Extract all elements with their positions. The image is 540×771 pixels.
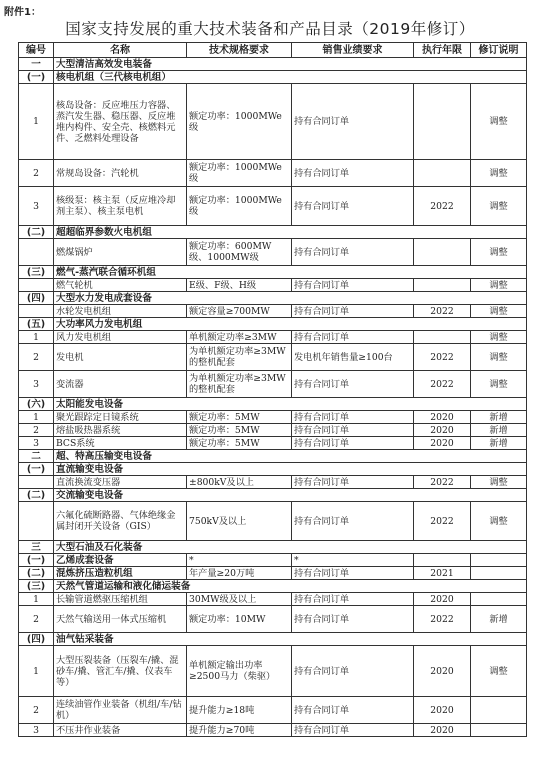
row-number: (一) <box>19 554 54 567</box>
row-name: 直流换流变压器 <box>54 476 187 489</box>
row-year: 2022 <box>414 305 471 318</box>
row-name: BCS系统 <box>54 437 187 450</box>
row-spec: 单机额定功率≥3MW <box>187 331 292 344</box>
table-header-row <box>19 43 527 58</box>
row-name: 常规岛设备：汽轮机 <box>54 160 187 187</box>
table-row <box>19 593 527 606</box>
equipment-catalog-table <box>18 42 527 737</box>
row-number: 2 <box>19 344 54 371</box>
row-year: 2022 <box>414 476 471 489</box>
column-header: 销售业绩要求 <box>292 43 414 58</box>
row-year: 2022 <box>414 187 471 226</box>
row-year <box>414 239 471 266</box>
row-spec: 提升能力≥70吨 <box>187 724 292 737</box>
row-spec: 额定功率：5MW <box>187 424 292 437</box>
subcategory-row <box>19 567 527 580</box>
row-sales: 持有合同订单 <box>292 567 414 580</box>
row-number: 1 <box>19 646 54 697</box>
table-row <box>19 502 527 541</box>
row-year: 2022 <box>414 502 471 541</box>
category-row <box>19 58 527 71</box>
row-spec: 额定功率：600MW级、1000MW级 <box>187 239 292 266</box>
column-header: 修订说明 <box>471 43 527 58</box>
row-year: 2020 <box>414 437 471 450</box>
row-name: 直流输变电设备 <box>54 463 527 476</box>
row-year: 2022 <box>414 371 471 398</box>
row-number: (五) <box>19 318 54 331</box>
row-sales: 持有合同订单 <box>292 424 414 437</box>
row-number: 2 <box>19 424 54 437</box>
table-row <box>19 160 527 187</box>
row-name: 燃气轮机 <box>54 279 187 292</box>
category-row <box>19 541 527 554</box>
row-year <box>414 331 471 344</box>
row-sales: * <box>292 554 414 567</box>
row-number: (四) <box>19 633 54 646</box>
row-name: 风力发电机组 <box>54 331 187 344</box>
table-row <box>19 84 527 160</box>
row-number: 1 <box>19 593 54 606</box>
table-row <box>19 606 527 633</box>
row-number: 3 <box>19 187 54 226</box>
table-row <box>19 305 527 318</box>
row-note <box>471 697 527 724</box>
row-note: 调整 <box>471 646 527 697</box>
row-name: 发电机 <box>54 344 187 371</box>
row-name: 水轮发电机组 <box>54 305 187 318</box>
table-row <box>19 476 527 489</box>
row-spec: 30MW级及以上 <box>187 593 292 606</box>
row-number: 2 <box>19 697 54 724</box>
row-number: (一) <box>19 463 54 476</box>
row-sales: 发电机年销售量≥100台 <box>292 344 414 371</box>
row-name: 大型石油及石化装备 <box>54 541 527 554</box>
row-spec: 年产量≥20万吨 <box>187 567 292 580</box>
row-sales: 持有合同订单 <box>292 305 414 318</box>
row-spec: 额定功率：1000MWe级 <box>187 84 292 160</box>
row-name: 天然气输送用一体式压缩机 <box>54 606 187 633</box>
row-name: 熔盐吸热器系统 <box>54 424 187 437</box>
row-number: 3 <box>19 724 54 737</box>
table-row <box>19 279 527 292</box>
row-sales: 持有合同订单 <box>292 331 414 344</box>
row-name: 燃气-蒸汽联合循环机组 <box>54 266 527 279</box>
row-sales: 持有合同订单 <box>292 371 414 398</box>
row-sales: 持有合同订单 <box>292 411 414 424</box>
table-body <box>19 58 527 737</box>
row-name: 连续油管作业装备（机组/车/钻机） <box>54 697 187 724</box>
row-number: 二 <box>19 450 54 463</box>
row-number: (一) <box>19 71 54 84</box>
row-name: 天然气管道运输和液化储运装备 <box>54 580 527 593</box>
row-number: (二) <box>19 226 54 239</box>
subcategory-row <box>19 292 527 305</box>
row-number <box>19 239 54 266</box>
row-note: 调整 <box>471 187 527 226</box>
row-name: 太阳能发电设备 <box>54 398 527 411</box>
row-number <box>19 476 54 489</box>
row-name: 六氟化硫断路器、气体绝缘金属封闭开关设备（GIS） <box>54 502 187 541</box>
column-header: 编号 <box>19 43 54 58</box>
row-year: 2020 <box>414 424 471 437</box>
row-note <box>471 724 527 737</box>
row-note: 调整 <box>471 476 527 489</box>
column-header: 技术规格要求 <box>187 43 292 58</box>
subcategory-row <box>19 398 527 411</box>
row-note: 调整 <box>471 331 527 344</box>
row-year: 2020 <box>414 593 471 606</box>
row-sales: 持有合同订单 <box>292 646 414 697</box>
category-row <box>19 450 527 463</box>
row-year <box>414 160 471 187</box>
row-year: 2020 <box>414 697 471 724</box>
row-name: 超、特高压输变电设备 <box>54 450 527 463</box>
row-note: 调整 <box>471 502 527 541</box>
row-spec: 额定功率：1000MWe级 <box>187 160 292 187</box>
subcategory-row <box>19 318 527 331</box>
row-note: 调整 <box>471 305 527 318</box>
row-note <box>471 554 527 567</box>
row-note <box>471 567 527 580</box>
row-sales: 持有合同订单 <box>292 437 414 450</box>
row-name: 乙烯成套设备 <box>54 554 187 567</box>
row-name: 大型压裂装备（压裂车/撬、混砂车/撬、管汇车/撬、仪表车等） <box>54 646 187 697</box>
column-header: 执行年限 <box>414 43 471 58</box>
row-note: 调整 <box>471 371 527 398</box>
row-spec: * <box>187 554 292 567</box>
row-sales: 持有合同订单 <box>292 606 414 633</box>
row-number <box>19 502 54 541</box>
row-name: 大型清洁高效发电装备 <box>54 58 527 71</box>
subcategory-row <box>19 554 527 567</box>
row-year: 2021 <box>414 567 471 580</box>
subcategory-row <box>19 489 527 502</box>
row-name: 燃煤锅炉 <box>54 239 187 266</box>
subcategory-row <box>19 580 527 593</box>
table-row <box>19 411 527 424</box>
row-name: 不压井作业装备 <box>54 724 187 737</box>
row-name: 混炼挤压造粒机组 <box>54 567 187 580</box>
row-spec: 额定容量≥700MW <box>187 305 292 318</box>
row-spec: 额定功率：10MW <box>187 606 292 633</box>
row-note: 调整 <box>471 239 527 266</box>
row-number: (三) <box>19 266 54 279</box>
row-note: 调整 <box>471 84 527 160</box>
row-name: 超超临界参数火电机组 <box>54 226 527 239</box>
row-number: 1 <box>19 84 54 160</box>
row-number: 2 <box>19 606 54 633</box>
table-row <box>19 646 527 697</box>
subcategory-row <box>19 71 527 84</box>
row-sales: 持有合同订单 <box>292 502 414 541</box>
row-name: 大型水力发电成套设备 <box>54 292 527 305</box>
row-spec: E级、F级、H级 <box>187 279 292 292</box>
row-note: 新增 <box>471 424 527 437</box>
row-number: 3 <box>19 437 54 450</box>
table-row <box>19 187 527 226</box>
table-row <box>19 331 527 344</box>
row-spec: 提升能力≥18吨 <box>187 697 292 724</box>
row-note: 新增 <box>471 437 527 450</box>
row-spec: 为单机额定功率≥3MW的整机配套 <box>187 371 292 398</box>
row-year: 2020 <box>414 411 471 424</box>
row-spec: 单机额定输出功率≥2500马力（柴驱） <box>187 646 292 697</box>
row-year: 2020 <box>414 646 471 697</box>
row-name: 核级泵：核主泵（反应堆冷却剂主泵）、核主泵电机 <box>54 187 187 226</box>
row-name: 长输管道燃驱压缩机组 <box>54 593 187 606</box>
row-number: 3 <box>19 371 54 398</box>
table-row <box>19 344 527 371</box>
column-header: 名称 <box>54 43 187 58</box>
row-year: 2022 <box>414 606 471 633</box>
subcategory-row <box>19 633 527 646</box>
subcategory-row <box>19 226 527 239</box>
row-note: 调整 <box>471 279 527 292</box>
row-name: 聚光跟踪定日镜系统 <box>54 411 187 424</box>
row-note: 新增 <box>471 411 527 424</box>
row-note: 调整 <box>471 344 527 371</box>
row-note: 调整 <box>471 160 527 187</box>
row-number: 2 <box>19 160 54 187</box>
row-name: 油气钻采装备 <box>54 633 527 646</box>
row-spec: 为单机额定功率≥3MW的整机配套 <box>187 344 292 371</box>
row-sales: 持有合同订单 <box>292 697 414 724</box>
row-name: 变流器 <box>54 371 187 398</box>
row-sales: 持有合同订单 <box>292 724 414 737</box>
row-name: 大功率风力发电机组 <box>54 318 527 331</box>
table-row <box>19 239 527 266</box>
row-number: 一 <box>19 58 54 71</box>
document-title: 国家支持发展的重大技术装备和产品目录（2019年修订） <box>65 20 475 38</box>
row-number: 1 <box>19 331 54 344</box>
row-sales: 持有合同订单 <box>292 187 414 226</box>
row-year <box>414 279 471 292</box>
row-name: 交流输变电设备 <box>54 489 527 502</box>
row-number: 三 <box>19 541 54 554</box>
row-note: 新增 <box>471 606 527 633</box>
row-number <box>19 279 54 292</box>
row-year <box>414 84 471 160</box>
row-number: (四) <box>19 292 54 305</box>
row-sales: 持有合同订单 <box>292 84 414 160</box>
table-row <box>19 424 527 437</box>
row-spec: 额定功率：5MW <box>187 437 292 450</box>
row-name: 核电机组（三代核电机组） <box>54 71 527 84</box>
subcategory-row <box>19 266 527 279</box>
row-name: 核岛设备：反应堆压力容器、蒸汽发生器、稳压器、反应堆堆内构件、安全壳、核燃料元件、乏燃料处理设备 <box>54 84 187 160</box>
table-row <box>19 437 527 450</box>
row-year <box>414 554 471 567</box>
row-sales: 持有合同订单 <box>292 160 414 187</box>
row-spec: 额定功率：1000MWe级 <box>187 187 292 226</box>
subcategory-row <box>19 463 527 476</box>
row-number: (二) <box>19 567 54 580</box>
row-number: (二) <box>19 489 54 502</box>
row-number: 1 <box>19 411 54 424</box>
row-year: 2022 <box>414 344 471 371</box>
table-row <box>19 371 527 398</box>
row-spec: ±800kV及以上 <box>187 476 292 489</box>
appendix-label: 附件1： <box>4 7 41 18</box>
row-spec: 额定功率：5MW <box>187 411 292 424</box>
table-row <box>19 724 527 737</box>
row-spec: 750kV及以上 <box>187 502 292 541</box>
row-sales: 持有合同订单 <box>292 279 414 292</box>
row-number: (三) <box>19 580 54 593</box>
row-number <box>19 305 54 318</box>
row-sales: 持有合同订单 <box>292 593 414 606</box>
row-note <box>471 593 527 606</box>
row-sales: 持有合同订单 <box>292 476 414 489</box>
table-row <box>19 697 527 724</box>
row-number: (六) <box>19 398 54 411</box>
row-year: 2020 <box>414 724 471 737</box>
row-sales: 持有合同订单 <box>292 239 414 266</box>
